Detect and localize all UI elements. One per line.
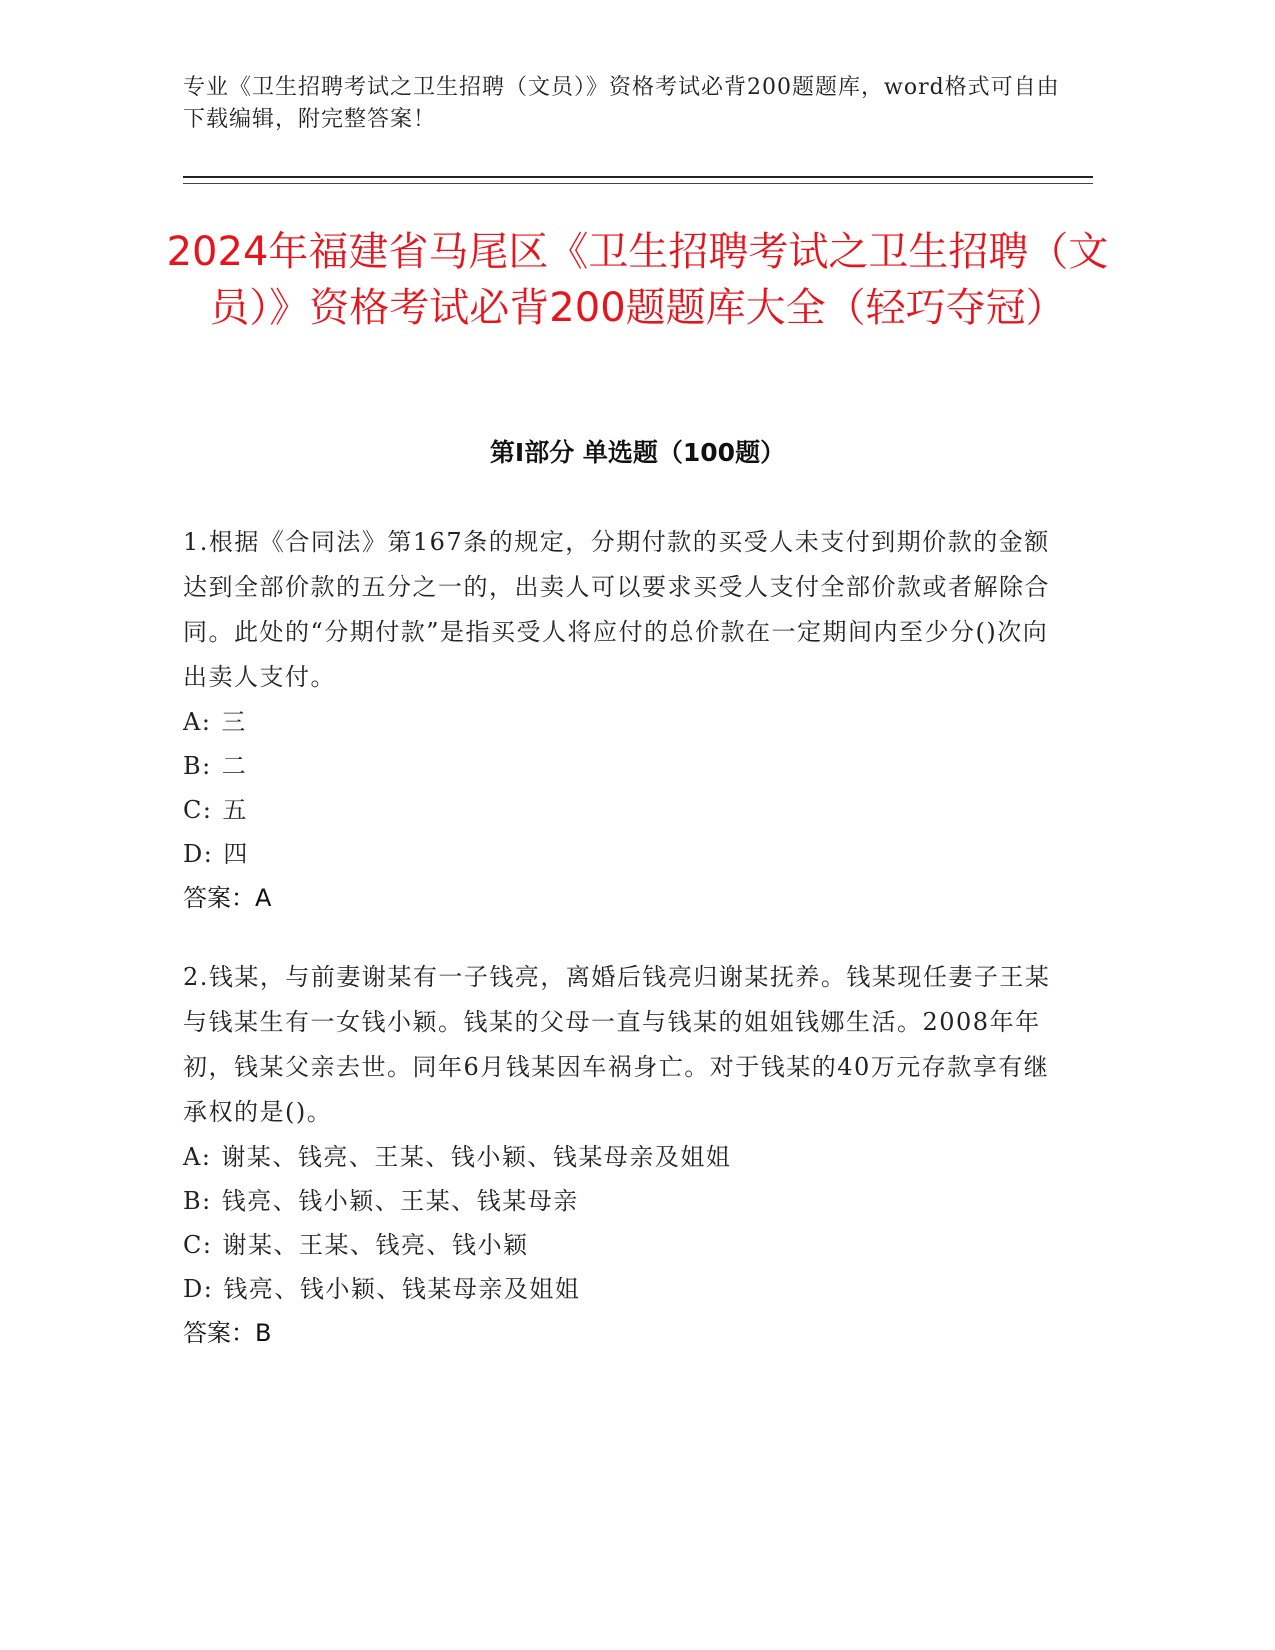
option-c [183, 1223, 1063, 1267]
option-a [183, 700, 1063, 744]
header-divider-thin [183, 183, 1093, 184]
option-b [183, 1179, 1063, 1223]
option-text: 钱亮、钱小颖、钱某母亲及姐姐 [223, 1275, 581, 1303]
question-1 [183, 520, 1063, 920]
option-d [183, 1267, 1063, 1311]
option-label: C: [183, 1231, 213, 1259]
option-text: 四 [223, 840, 249, 868]
option-text: 钱亮、钱小颖、王某、钱某母亲 [221, 1187, 579, 1215]
answer-line: 答案：B [183, 1319, 272, 1347]
option-list [183, 1135, 1063, 1311]
option-c [183, 788, 1063, 832]
document-title: 2024年福建省马尾区《卫生招聘考试之卫生招聘（文员）》资格考试必背200题题库大全（轻巧夺冠） [166, 229, 1109, 331]
option-label: B: [183, 1187, 212, 1215]
option-text: 谢某、王某、钱亮、钱小颖 [222, 1231, 529, 1259]
header-divider-thick [183, 176, 1093, 178]
section-title: 第I部分 单选题（100题） [489, 438, 786, 467]
option-text: 三 [221, 708, 247, 736]
option-label: A: [183, 1143, 212, 1171]
option-label: B: [183, 752, 212, 780]
question-stem: 1.根据《合同法》第167条的规定，分期付款的买受人未支付到期价款的金额达到全部价款的五分之一的，出卖人可以要求买受人支付全部价款或者解除合同。此处的“分期付款”是指买受人将应付的总价款在一定期间内至少分()次向出卖人支付。 [183, 528, 1050, 691]
option-a [183, 1135, 1063, 1179]
answer-line: 答案：A [183, 884, 272, 912]
option-text: 二 [221, 752, 248, 780]
option-text: 五 [222, 796, 248, 824]
option-label: D: [183, 1275, 214, 1303]
question-2 [183, 955, 1063, 1355]
question-stem: 2.钱某，与前妻谢某有一子钱亮，离婚后钱亮归谢某抚养。钱某现任妻子王某与钱某生有一女钱小颖。钱某的父母一直与钱某的姐姐钱娜生活。2008年年初，钱某父亲去世。同年6月钱某因车祸身亡。对于钱某的40万元存款享有继承权的是()。 [183, 963, 1051, 1126]
option-label: C: [183, 796, 213, 824]
option-label: A: [183, 708, 212, 736]
option-d [183, 832, 1063, 876]
option-list [183, 700, 1063, 876]
option-text: 谢某、钱亮、王某、钱小颖、钱某母亲及姐姐 [221, 1143, 732, 1171]
option-label: D: [183, 840, 214, 868]
option-b [183, 744, 1063, 788]
header-note: 专业《卫生招聘考试之卫生招聘（文员）》资格考试必背200题题库，word格式可自由下载编辑，附完整答案！ [183, 75, 1060, 132]
